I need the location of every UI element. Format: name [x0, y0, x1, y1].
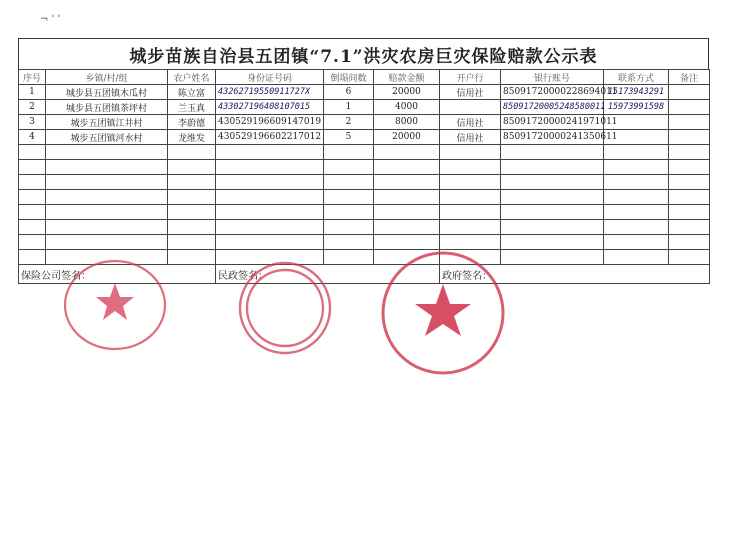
empty-cell — [216, 205, 324, 220]
cell-note — [669, 85, 710, 100]
cell-note — [669, 130, 710, 145]
empty-cell — [604, 145, 669, 160]
empty-cell — [669, 160, 710, 175]
compensation-table — [18, 69, 710, 284]
empty-row — [19, 220, 710, 235]
cell-amount: 4000 — [374, 100, 440, 115]
empty-cell — [501, 160, 604, 175]
empty-cell — [501, 175, 604, 190]
empty-cell — [324, 220, 374, 235]
empty-cell — [216, 160, 324, 175]
header-id: 身份证号码 — [216, 70, 324, 85]
empty-cell — [374, 175, 440, 190]
government-seal — [378, 248, 508, 378]
cell-count: 2 — [324, 115, 374, 130]
header-phone: 联系方式 — [604, 70, 669, 85]
empty-cell — [604, 160, 669, 175]
cell-note — [669, 115, 710, 130]
empty-cell — [19, 205, 46, 220]
header-amount: 赔款金额 — [374, 70, 440, 85]
header-account: 银行账号 — [501, 70, 604, 85]
table-row — [19, 115, 710, 130]
empty-rows — [19, 145, 710, 265]
empty-cell — [374, 220, 440, 235]
cell-count: 5 — [324, 130, 374, 145]
empty-cell — [374, 205, 440, 220]
empty-cell — [374, 145, 440, 160]
empty-cell — [46, 205, 168, 220]
empty-cell — [669, 205, 710, 220]
empty-row — [19, 175, 710, 190]
empty-cell — [604, 235, 669, 250]
cell-village: 城步五团镇江井村 — [46, 115, 168, 130]
cell-no: 3 — [19, 115, 46, 130]
empty-cell — [324, 205, 374, 220]
cell-note — [669, 100, 710, 115]
civil-affairs-seal — [235, 258, 335, 358]
cell-bank: 信用社 — [440, 115, 501, 130]
corner-mark: ¬ ' ' — [40, 14, 61, 25]
empty-cell — [440, 190, 501, 205]
empty-cell — [440, 220, 501, 235]
empty-cell — [19, 235, 46, 250]
cell-account: 85091720000241971011 — [501, 115, 604, 130]
header-no: 序号 — [19, 70, 46, 85]
cell-no: 2 — [19, 100, 46, 115]
insurer-seal — [60, 255, 170, 355]
empty-cell — [440, 175, 501, 190]
empty-cell — [604, 175, 669, 190]
empty-cell — [324, 190, 374, 205]
table-row — [19, 100, 710, 115]
empty-cell — [168, 220, 216, 235]
empty-cell — [440, 160, 501, 175]
header-bank: 开户行 — [440, 70, 501, 85]
empty-cell — [19, 145, 46, 160]
empty-row — [19, 160, 710, 175]
empty-cell — [604, 250, 669, 265]
cell-name: 兰玉真 — [168, 100, 216, 115]
cell-id: 430529196602217012 — [216, 130, 324, 145]
empty-cell — [168, 160, 216, 175]
empty-cell — [46, 175, 168, 190]
empty-row — [19, 235, 710, 250]
empty-cell — [374, 235, 440, 250]
cell-phone: 15973991598 — [604, 100, 669, 115]
empty-cell — [669, 175, 710, 190]
cell-village: 城步县五团镇木瓜村 — [46, 85, 168, 100]
cell-bank: 信用社 — [440, 85, 501, 100]
header-note: 备注 — [669, 70, 710, 85]
empty-row — [19, 190, 710, 205]
cell-name: 李蔚德 — [168, 115, 216, 130]
empty-cell — [216, 175, 324, 190]
empty-cell — [46, 190, 168, 205]
header-row — [19, 70, 710, 85]
empty-cell — [324, 145, 374, 160]
cell-village: 城步五团镇河水村 — [46, 130, 168, 145]
header-count: 倒塌间数 — [324, 70, 374, 85]
empty-cell — [669, 235, 710, 250]
empty-cell — [324, 175, 374, 190]
cell-bank — [440, 100, 501, 115]
cell-no: 1 — [19, 85, 46, 100]
empty-cell — [374, 190, 440, 205]
gov-signature-label: 政府签名： — [442, 270, 492, 282]
cell-count: 1 — [324, 100, 374, 115]
empty-cell — [19, 190, 46, 205]
cell-village: 城步县五团镇茶坪村 — [46, 100, 168, 115]
empty-cell — [19, 220, 46, 235]
cell-name: 龙维发 — [168, 130, 216, 145]
cell-account: 85091720000241350611 — [501, 130, 604, 145]
empty-cell — [168, 175, 216, 190]
table-row — [19, 85, 710, 100]
empty-cell — [604, 205, 669, 220]
empty-cell — [374, 160, 440, 175]
empty-cell — [168, 235, 216, 250]
header-name: 农户姓名 — [168, 70, 216, 85]
empty-cell — [669, 250, 710, 265]
cell-bank: 信用社 — [440, 130, 501, 145]
empty-cell — [216, 190, 324, 205]
table-row — [19, 130, 710, 145]
empty-cell — [46, 145, 168, 160]
cell-amount: 20000 — [374, 130, 440, 145]
empty-row — [19, 205, 710, 220]
empty-cell — [440, 145, 501, 160]
empty-cell — [324, 235, 374, 250]
cell-id: 43262719550911727X — [216, 85, 324, 100]
empty-row — [19, 145, 710, 160]
cell-count: 6 — [324, 85, 374, 100]
cell-account: 85091720000228694011 — [501, 85, 604, 100]
empty-cell — [501, 205, 604, 220]
empty-cell — [669, 145, 710, 160]
empty-cell — [216, 220, 324, 235]
empty-cell — [168, 205, 216, 220]
empty-cell — [324, 160, 374, 175]
header-village: 乡镇/村/组 — [46, 70, 168, 85]
empty-cell — [46, 220, 168, 235]
empty-cell — [19, 175, 46, 190]
document-title: 城步苗族自治县五团镇“7.1”洪灾农房巨灾保险赔款公示表 — [18, 38, 709, 70]
empty-cell — [501, 235, 604, 250]
empty-cell — [46, 160, 168, 175]
empty-cell — [501, 220, 604, 235]
empty-cell — [168, 250, 216, 265]
empty-cell — [501, 250, 604, 265]
empty-cell — [501, 145, 604, 160]
empty-cell — [669, 190, 710, 205]
empty-cell — [669, 220, 710, 235]
empty-cell — [324, 250, 374, 265]
empty-cell — [168, 190, 216, 205]
civil-signature-label: 民政签名： — [218, 270, 268, 282]
insurer-signature-label: 保险公司签名： — [21, 270, 91, 282]
empty-cell — [46, 235, 168, 250]
empty-cell — [168, 145, 216, 160]
cell-amount: 20000 — [374, 85, 440, 100]
cell-amount: 8000 — [374, 115, 440, 130]
cell-no: 4 — [19, 130, 46, 145]
empty-cell — [501, 190, 604, 205]
empty-cell — [216, 145, 324, 160]
empty-cell — [440, 205, 501, 220]
cell-id: 433027196408107015 — [216, 100, 324, 115]
cell-account: 85091720005248580011 — [501, 100, 604, 115]
empty-cell — [216, 235, 324, 250]
cell-name: 陈立富 — [168, 85, 216, 100]
empty-cell — [604, 190, 669, 205]
cell-phone: 15173943291 — [604, 85, 669, 100]
empty-cell — [19, 160, 46, 175]
empty-cell — [604, 220, 669, 235]
empty-cell — [19, 250, 46, 265]
cell-id: 430529196609147019 — [216, 115, 324, 130]
